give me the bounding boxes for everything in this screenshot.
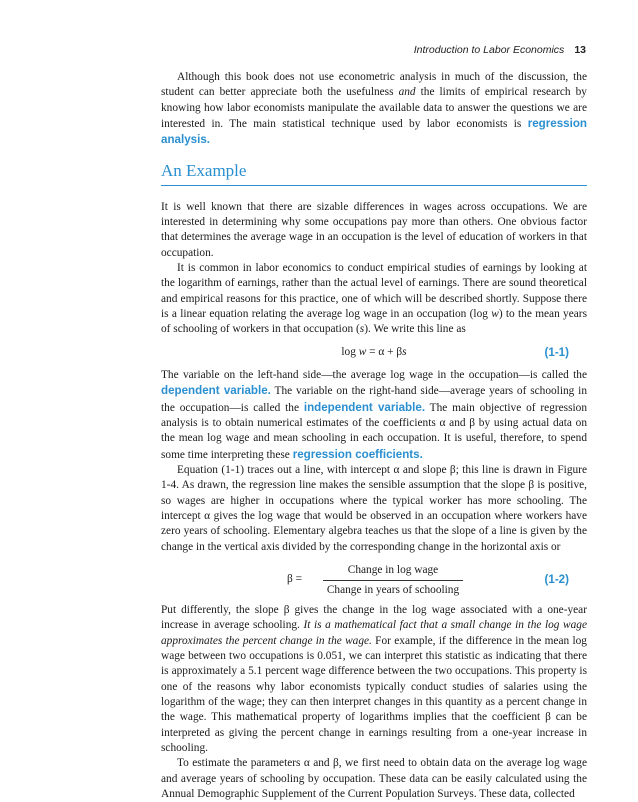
equation-body — [161, 345, 587, 360]
numerator: Change in log wage — [323, 563, 463, 581]
text-run: Although this book does not use econometric analysis in much of the discussion, the student can better appreciate both the usefulness — [161, 71, 587, 99]
eq-log: log — [341, 345, 359, 358]
text-run: The main objective of regression analysis is to obtain numerical estimates of the coefficients α and β by using actual data on the mean log wage and mean schooling in each occupation. It is useful, therefore, to spend some time interpreting these — [161, 401, 588, 461]
keyword-regression-coefficients: regression coefficients. — [292, 447, 423, 461]
math-var: w — [491, 308, 499, 321]
text-run: ). We write this line as — [364, 323, 466, 336]
equation-1-1 — [161, 338, 587, 368]
emphasis: and — [398, 86, 416, 99]
text-run: The variable on the left-hand side—the average log wage in the occupation—is called the — [161, 368, 587, 381]
text-run: For example, if the difference in the mean log wage between two occupations is 0.051, we can interpret this statistic as indicating that there is approximately a 5.1 percent wage difference between the two occupations. This property is one of the reasons why labor economists typically conduct studies of salaries using the logarithm of the wage; they can then interpret changes in this quantity as a percent change in the wage. This mathematical property of logarithms implies that the coefficient β can be interpreted as giving the percent change in earnings resulting from a one-year increase in schooling. — [161, 634, 587, 755]
emphasis: It is a mathematical fact that a small change in the log wage approximates the percent change in the wage. — [161, 619, 587, 647]
text-run: the limits of empirical research by knowing how labor economists manipulate the available data to answer the questions we are interested in. The main statistical technique used by labor economists is — [161, 86, 587, 131]
running-header — [414, 44, 586, 56]
paragraph-variables — [161, 368, 587, 463]
math-var: s — [359, 323, 365, 336]
paragraph-logarithm — [161, 261, 587, 338]
paragraph-wages: It is well known that there are sizable differences in wages across occupations. We are interested in determining why some occupations pay more than others. One obvious factor that determines the average wage in an occupation is the level of education of workers in that occupation. — [161, 200, 587, 259]
text-run: ) to the mean years of schooling of workers in that occupation ( — [161, 308, 587, 336]
fraction — [323, 563, 463, 598]
text-run: It is common in labor economics to conduct empirical studies of earnings by looking at the logarithm of earnings, rather than the actual level of earnings. There are sound theoretical and empirical reasons for this practice, one of which will be described shortly. Suppose there is a linear equation relating the average log wage in an occupation (log — [161, 262, 587, 321]
denominator: Change in years of schooling — [326, 583, 460, 596]
running-title: Introduction to Labor Economics — [413, 44, 565, 56]
body-text — [161, 70, 587, 802]
text-run: Put differently, the slope β gives the change in the log wage associated with a one-year increase in average schooling. — [161, 603, 587, 632]
equation-number: (1-1) — [544, 345, 569, 359]
equation-1-2 — [161, 555, 587, 603]
paragraph-intro — [161, 70, 587, 149]
paragraph-interpretation — [161, 603, 587, 756]
section-heading: An Example — [161, 161, 587, 186]
eq-beta: β = — [287, 572, 303, 585]
paragraph-slope: Equation (1-1) traces out a line, with intercept α and slope β; this line is drawn in Figure 1-4. As drawn, the regression line makes the sensible assumption that the slope β is positive, so wages are higher in occupations where the typical worker has more schooling. The intercept α gives the log wage that would be observed in an occupation where workers have zero years of schooling. Elementary algebra teaches us that the slope of a line is given by the change in the vertical axis divided by the corresponding change in the horizontal axis or — [161, 463, 587, 553]
keyword-dependent-variable: dependent variable. — [161, 384, 271, 398]
spacer — [161, 190, 587, 200]
eq-var-w: w — [358, 345, 367, 358]
keyword-independent-variable: independent variable. — [303, 400, 426, 414]
text-run: The variable on the right-hand side—average years of schooling in the occupation—is called the — [161, 385, 587, 414]
page-number: 13 — [574, 44, 586, 56]
paragraph-estimate: To estimate the parameters α and β, we first need to obtain data on the average log wage and average years of schooling by occupation. These data can be easily calculated using the Annual Demographic Supplement of the Current Population Surveys. These data, collected — [161, 757, 587, 801]
keyword-regression-analysis: regression analysis. — [161, 117, 587, 147]
equation-number: (1-2) — [544, 572, 569, 586]
eq-var-s: s — [402, 345, 407, 358]
eq-middle: = α + β — [366, 345, 403, 358]
